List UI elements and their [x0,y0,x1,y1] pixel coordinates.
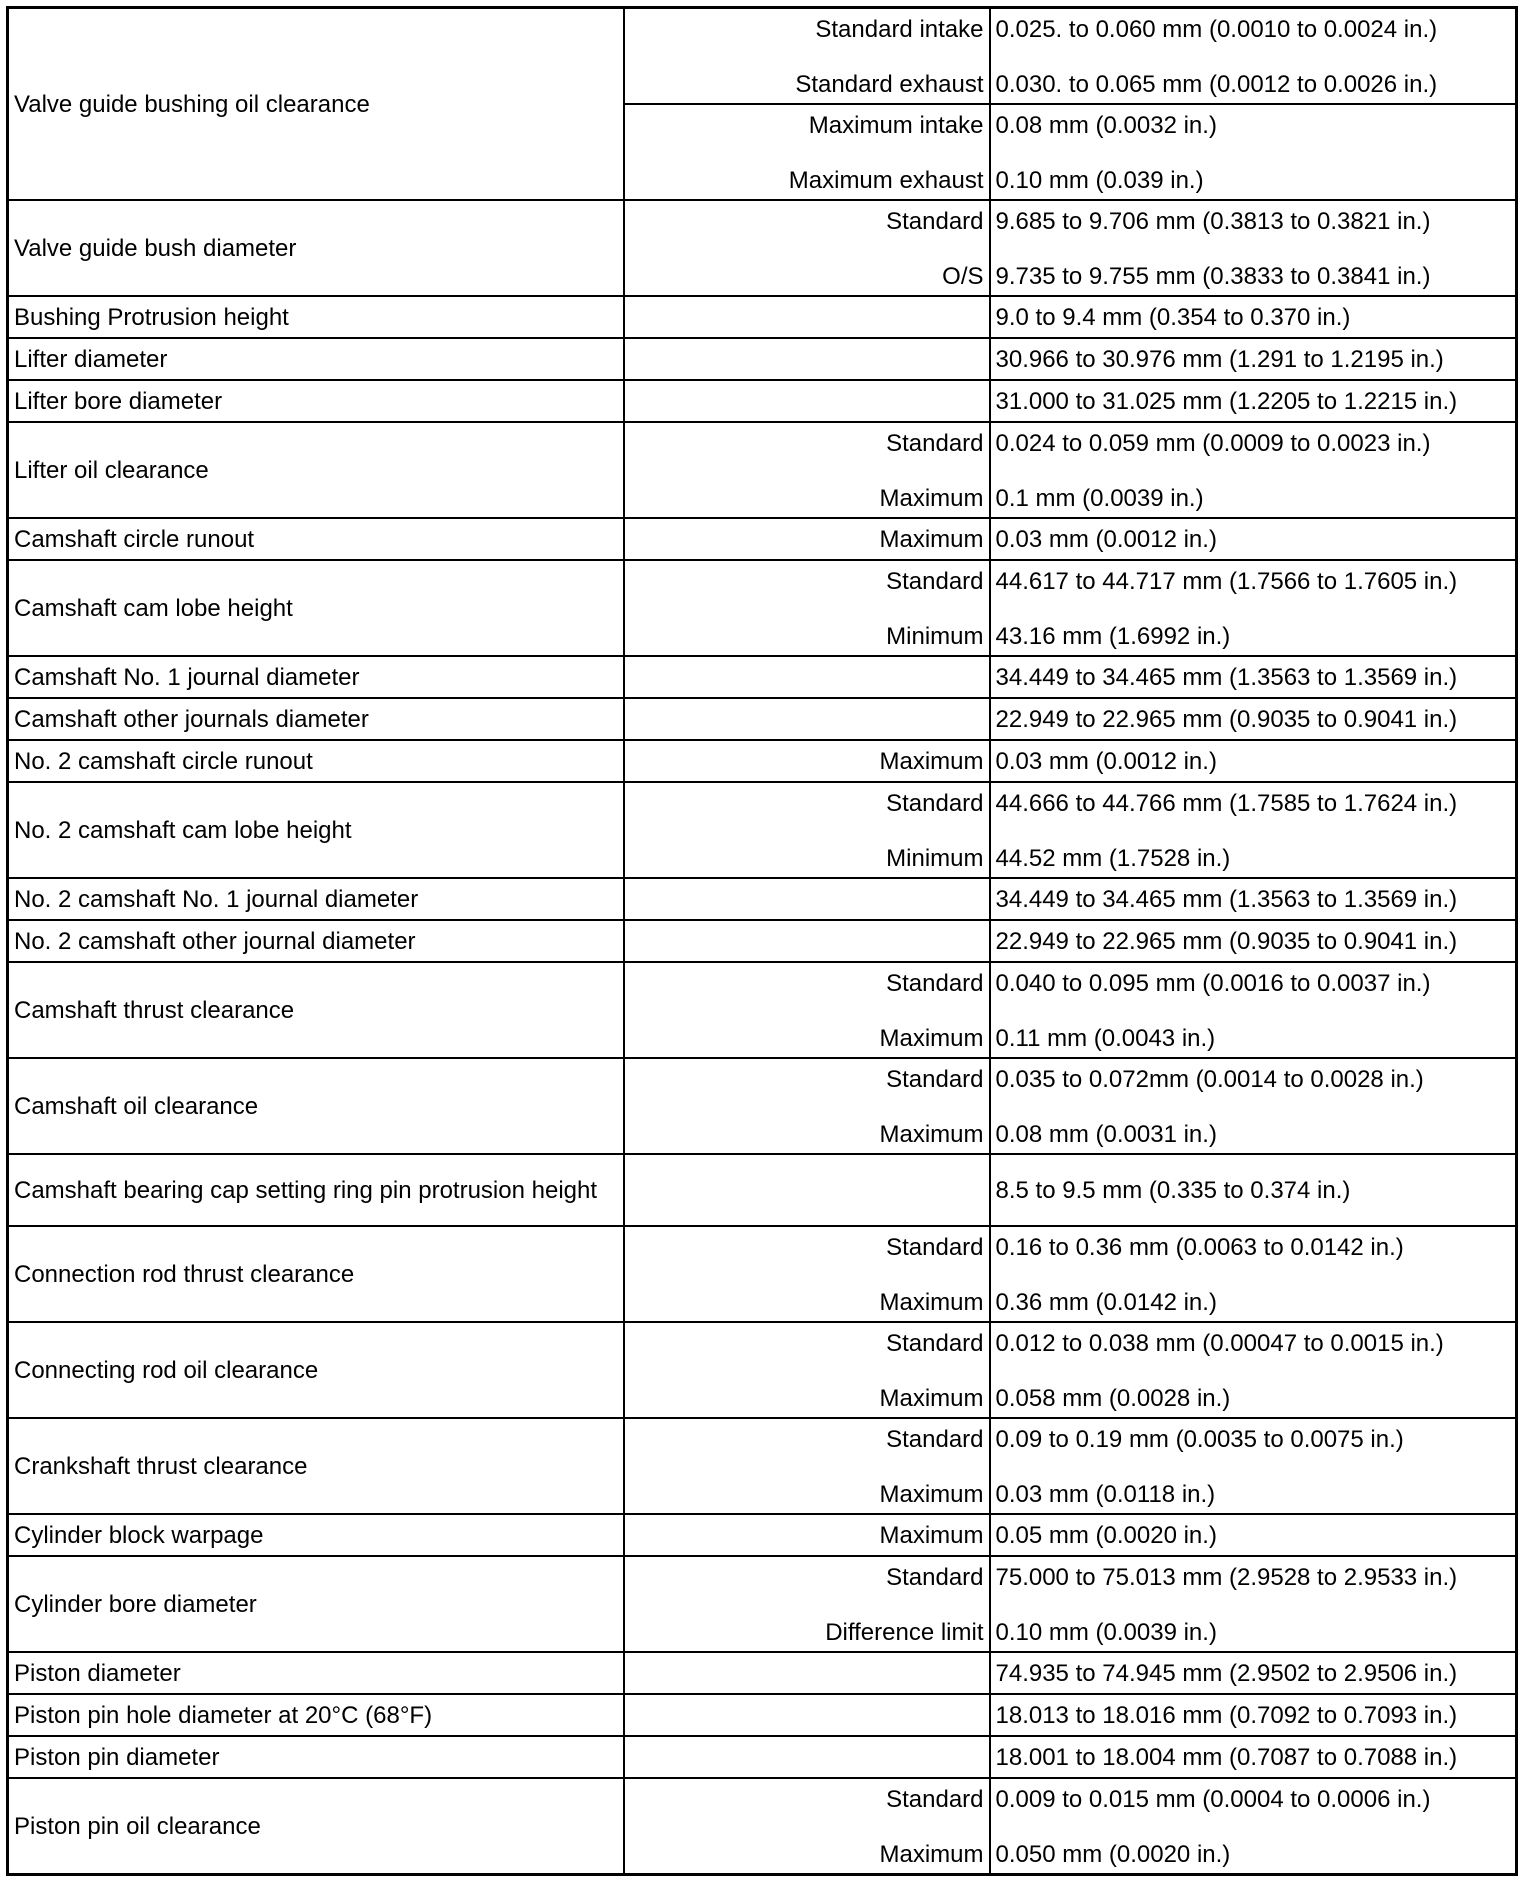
spec-row [8,1736,1517,1778]
spec-row [8,200,1517,296]
spec-value-text: 9.685 to 9.706 mm (0.3813 to 0.3821 in.) [995,208,1431,235]
spec-value [990,8,1517,105]
spec-name: Camshaft other journals diameter [8,698,624,740]
spec-value-text: 0.050 mm (0.0020 in.) [995,1841,1231,1868]
spec-condition-text: Standard [886,208,984,235]
spec-row [8,560,1517,656]
spec-value-text: 43.16 mm (1.6992 in.) [995,623,1231,650]
spec-value [990,1226,1517,1322]
spec-row [8,1556,1517,1652]
spec-row [8,740,1517,782]
spec-value [990,1322,1517,1418]
spec-condition [624,1226,990,1322]
spec-value: 34.449 to 34.465 mm (1.3563 to 1.3569 in.) [990,656,1517,698]
spec-name: Camshaft bearing cap setting ring pin protrusion height [8,1154,624,1226]
spec-name: Valve guide bush diameter [8,200,624,296]
spec-condition [624,1736,990,1778]
spec-condition [624,8,990,105]
spec-row [8,1226,1517,1322]
spec-value-text: 0.040 to 0.095 mm (0.0016 to 0.0037 in.) [995,970,1431,997]
spec-row [8,1058,1517,1154]
spec-value-text: 0.025. to 0.060 mm (0.0010 to 0.0024 in.) [995,16,1438,43]
spec-table-body [8,8,1517,1875]
spec-value-text: 0.09 to 0.19 mm (0.0035 to 0.0075 in.) [995,1426,1404,1453]
spec-row [8,698,1517,740]
spec-name: Crankshaft thrust clearance [8,1418,624,1514]
spec-row [8,962,1517,1058]
spec-name: Camshaft oil clearance [8,1058,624,1154]
spec-value: 9.0 to 9.4 mm (0.354 to 0.370 in.) [990,296,1517,338]
spec-value-text: 0.10 mm (0.0039 in.) [995,1619,1217,1646]
spec-condition [624,698,990,740]
spec-condition-text: Standard intake [815,16,984,43]
spec-value-text: 0.012 to 0.038 mm (0.00047 to 0.0015 in.) [995,1330,1444,1357]
spec-row [8,920,1517,962]
spec-condition [624,656,990,698]
spec-row [8,338,1517,380]
spec-condition-text: Maximum [879,1121,984,1148]
spec-value [990,962,1517,1058]
spec-value-text: 0.03 mm (0.0118 in.) [995,1481,1216,1508]
spec-condition-text: Standard [886,970,984,997]
spec-row [8,1694,1517,1736]
spec-condition [624,104,990,200]
spec-condition-text: Minimum [886,623,984,650]
spec-value-text: 75.000 to 75.013 mm (2.9528 to 2.9533 in.) [995,1564,1458,1591]
spec-row [8,422,1517,518]
spec-condition [624,1778,990,1875]
engine-spec-table [6,6,1518,1876]
spec-row [8,1322,1517,1418]
spec-value: 18.013 to 18.016 mm (0.7092 to 0.7093 in.) [990,1694,1517,1736]
spec-name: Piston pin diameter [8,1736,624,1778]
spec-condition [624,338,990,380]
spec-condition [624,296,990,338]
spec-value-text: 0.10 mm (0.039 in.) [995,167,1204,194]
spec-value-text: 0.11 mm (0.0043 in.) [995,1025,1216,1052]
spec-name: No. 2 camshaft other journal diameter [8,920,624,962]
spec-value [990,560,1517,656]
spec-condition [624,962,990,1058]
spec-condition: Maximum [624,518,990,560]
spec-condition-text: Standard [886,1066,984,1093]
spec-value: 74.935 to 74.945 mm (2.9502 to 2.9506 in.) [990,1652,1517,1694]
spec-value [990,104,1517,200]
spec-name: Camshaft No. 1 journal diameter [8,656,624,698]
spec-value [990,1556,1517,1652]
spec-name: Piston pin hole diameter at 20°C (68°F) [8,1694,624,1736]
spec-condition-text: Standard [886,1786,984,1813]
spec-row [8,1514,1517,1556]
spec-condition-text: Maximum intake [808,112,984,139]
spec-table-container [6,6,1518,1876]
spec-value [990,782,1517,878]
spec-name: No. 2 camshaft No. 1 journal diameter [8,878,624,920]
spec-name: Lifter bore diameter [8,380,624,422]
spec-value: 31.000 to 31.025 mm (1.2205 to 1.2215 in.) [990,380,1517,422]
spec-condition: Maximum [624,740,990,782]
spec-condition: Maximum [624,1514,990,1556]
spec-value-text: 9.735 to 9.755 mm (0.3833 to 0.3841 in.) [995,263,1431,290]
spec-value-text: 0.009 to 0.015 mm (0.0004 to 0.0006 in.) [995,1786,1431,1813]
spec-condition [624,878,990,920]
spec-name: Piston diameter [8,1652,624,1694]
spec-value: 0.05 mm (0.0020 in.) [990,1514,1517,1556]
spec-value [990,200,1517,296]
spec-name: No. 2 camshaft circle runout [8,740,624,782]
spec-value-text: 0.024 to 0.059 mm (0.0009 to 0.0023 in.) [995,430,1431,457]
spec-name: No. 2 camshaft cam lobe height [8,782,624,878]
spec-value: 22.949 to 22.965 mm (0.9035 to 0.9041 in.) [990,698,1517,740]
spec-row [8,782,1517,878]
spec-value-text: 0.1 mm (0.0039 in.) [995,485,1204,512]
spec-row [8,1652,1517,1694]
spec-name: Piston pin oil clearance [8,1778,624,1875]
spec-value: 0.03 mm (0.0012 in.) [990,740,1517,782]
spec-condition [624,1652,990,1694]
spec-condition-text: Maximum [879,485,984,512]
spec-name: Bushing Protrusion height [8,296,624,338]
spec-row [8,1154,1517,1226]
spec-condition [624,1322,990,1418]
spec-condition-text: Maximum [879,1481,984,1508]
spec-value-text: 0.035 to 0.072mm (0.0014 to 0.0028 in.) [995,1066,1424,1093]
spec-condition-text: Maximum [879,1289,984,1316]
spec-row [8,518,1517,560]
spec-value [990,1058,1517,1154]
spec-condition-text: Maximum exhaust [788,167,984,194]
spec-name: Connection rod thrust clearance [8,1226,624,1322]
spec-condition-text: Standard [886,568,984,595]
spec-condition [624,920,990,962]
spec-name: Connecting rod oil clearance [8,1322,624,1418]
spec-value [990,422,1517,518]
spec-value: 18.001 to 18.004 mm (0.7087 to 0.7088 in.) [990,1736,1517,1778]
spec-condition-text: Standard [886,1426,984,1453]
spec-condition [624,782,990,878]
spec-value [990,1778,1517,1875]
spec-value: 34.449 to 34.465 mm (1.3563 to 1.3569 in.) [990,878,1517,920]
spec-row [8,8,1517,105]
spec-name: Lifter oil clearance [8,422,624,518]
spec-value-text: 44.617 to 44.717 mm (1.7566 to 1.7605 in.) [995,568,1458,595]
spec-condition-text: Standard [886,790,984,817]
spec-value-text: 0.36 mm (0.0142 in.) [995,1289,1217,1316]
spec-value-text: 0.08 mm (0.0032 in.) [995,112,1217,139]
spec-condition [624,1058,990,1154]
spec-name: Camshaft thrust clearance [8,962,624,1058]
spec-value-text: 0.058 mm (0.0028 in.) [995,1385,1231,1412]
spec-name: Camshaft circle runout [8,518,624,560]
spec-condition-text: Minimum [886,845,984,872]
spec-condition-text: Standard [886,430,984,457]
spec-condition-text: O/S [942,263,984,290]
spec-condition-text: Maximum [879,1385,984,1412]
spec-name: Camshaft cam lobe height [8,560,624,656]
spec-condition-text: Standard exhaust [795,71,984,98]
spec-condition [624,1154,990,1226]
spec-condition [624,1694,990,1736]
spec-name: Valve guide bushing oil clearance [8,8,624,201]
spec-condition [624,200,990,296]
spec-condition-text: Maximum [879,1841,984,1868]
spec-row [8,878,1517,920]
spec-condition [624,380,990,422]
spec-condition-text: Standard [886,1330,984,1357]
spec-condition-text: Maximum [879,1025,984,1052]
spec-value-text: 0.16 to 0.36 mm (0.0063 to 0.0142 in.) [995,1234,1404,1261]
spec-condition [624,560,990,656]
spec-condition-text: Standard [886,1564,984,1591]
spec-condition [624,1556,990,1652]
spec-value: 8.5 to 9.5 mm (0.335 to 0.374 in.) [990,1154,1517,1226]
spec-value: 30.966 to 30.976 mm (1.291 to 1.2195 in.) [990,338,1517,380]
spec-row [8,296,1517,338]
spec-condition [624,422,990,518]
spec-value-text: 0.030. to 0.065 mm (0.0012 to 0.0026 in.) [995,71,1438,98]
spec-row [8,1778,1517,1875]
spec-row [8,1418,1517,1514]
spec-value: 0.03 mm (0.0012 in.) [990,518,1517,560]
spec-row [8,380,1517,422]
spec-row [8,656,1517,698]
spec-value-text: 44.52 mm (1.7528 in.) [995,845,1231,872]
spec-value-text: 44.666 to 44.766 mm (1.7585 to 1.7624 in.) [995,790,1458,817]
spec-value-text: 0.08 mm (0.0031 in.) [995,1121,1217,1148]
spec-condition-text: Difference limit [825,1619,984,1646]
spec-value: 22.949 to 22.965 mm (0.9035 to 0.9041 in.) [990,920,1517,962]
spec-value [990,1418,1517,1514]
spec-name: Lifter diameter [8,338,624,380]
spec-name: Cylinder bore diameter [8,1556,624,1652]
spec-condition [624,1418,990,1514]
spec-condition-text: Standard [886,1234,984,1261]
spec-name: Cylinder block warpage [8,1514,624,1556]
